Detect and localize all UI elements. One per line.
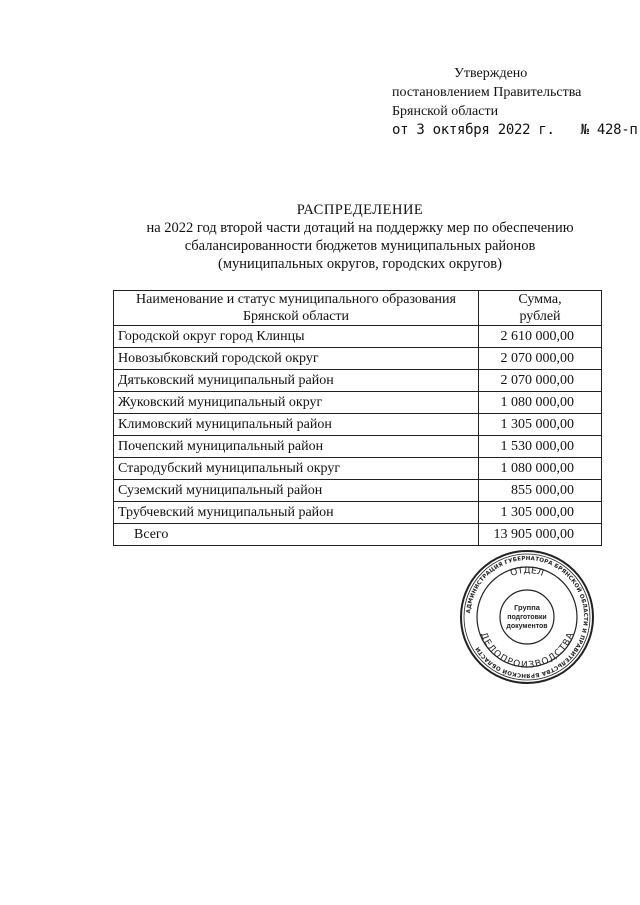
- column-header-name: [114, 291, 479, 326]
- row-amount: 1 305 000,00: [479, 502, 602, 524]
- row-amount: 1 305 000,00: [479, 414, 602, 436]
- approval-prefix: от: [392, 122, 409, 138]
- approval-line-region: Брянской области: [392, 104, 499, 119]
- column-header-sum-line2: рублей: [519, 309, 561, 324]
- table-row: [114, 392, 602, 414]
- row-name: Климовский муниципальный район: [114, 414, 479, 436]
- row-name: Городской округ город Клинцы: [114, 326, 479, 348]
- row-amount: 855 000,00: [479, 480, 602, 502]
- row-amount: 2 070 000,00: [479, 348, 602, 370]
- column-header-sum-line1: Сумма,: [518, 292, 562, 307]
- distribution-table: [113, 290, 602, 546]
- row-amount: 1 530 000,00: [479, 436, 602, 458]
- table-row: [114, 326, 602, 348]
- title-line-2: сбалансированности бюджетов муниципальных районов: [184, 238, 536, 254]
- title-heading: РАСПРЕДЕЛЕНИЕ: [296, 202, 424, 218]
- title-line-3: (муниципальных округов, городских округов): [218, 256, 502, 272]
- total-amount: 13 905 000,00: [479, 524, 602, 546]
- table-row: [114, 348, 602, 370]
- stamp-arc-top: ОТДЕЛ: [509, 565, 545, 579]
- row-name: Дятьковский муниципальный район: [114, 370, 479, 392]
- approval-block: [392, 64, 638, 140]
- row-amount: 1 080 000,00: [479, 458, 602, 480]
- approval-date-number: [392, 121, 638, 140]
- column-header-name-line2: Брянской области: [242, 309, 350, 324]
- column-header-sum: [479, 291, 602, 326]
- row-amount: 1 080 000,00: [479, 392, 602, 414]
- approval-date: 3 октября 2022 г.: [416, 122, 555, 138]
- approval-number: № 428-п: [580, 122, 638, 138]
- office-stamp: [459, 549, 595, 685]
- table-row: [114, 480, 602, 502]
- stamp-arc-bottom: ДЕЛОПРОИЗВОДСТВА: [477, 631, 577, 671]
- table-total-row: [114, 524, 602, 546]
- approval-line-approved: Утверждено: [454, 66, 528, 81]
- table-row: [114, 370, 602, 392]
- column-header-name-line1: Наименование и статус муниципального образования: [136, 292, 456, 307]
- row-name: Новозыбковский городской округ: [114, 348, 479, 370]
- stamp-center-line1: Группа: [514, 603, 540, 612]
- row-name: Суземский муниципальный район: [114, 480, 479, 502]
- row-name: Почепский муниципальный район: [114, 436, 479, 458]
- row-amount: 2 610 000,00: [479, 326, 602, 348]
- table-row: [114, 458, 602, 480]
- table-header-row: [114, 291, 602, 326]
- table-row: [114, 414, 602, 436]
- stamp-center-line2: подготовки: [507, 614, 547, 621]
- approval-line-resolution: постановлением Правительства: [392, 85, 582, 100]
- title-line-1: на 2022 год второй части дотаций на поддержку мер по обеспечению: [146, 220, 574, 236]
- table-row: [114, 502, 602, 524]
- stamp-outer-text: АДМИНИСТРАЦИЯ ГУБЕРНАТОРА БРЯНСКОЙ ОБЛАСТИ И ПРАВИТЕЛЬСТВА БРЯНСКОЙ ОБЛАСТИ: [466, 555, 589, 679]
- table-row: [114, 436, 602, 458]
- row-amount: 2 070 000,00: [479, 370, 602, 392]
- document-title: [100, 201, 620, 273]
- stamp-center-line3: документов: [506, 623, 548, 630]
- row-name: Стародубский муниципальный округ: [114, 458, 479, 480]
- row-name: Жуковский муниципальный округ: [114, 392, 479, 414]
- total-label: Всего: [114, 524, 479, 546]
- row-name: Трубчевский муниципальный район: [114, 502, 479, 524]
